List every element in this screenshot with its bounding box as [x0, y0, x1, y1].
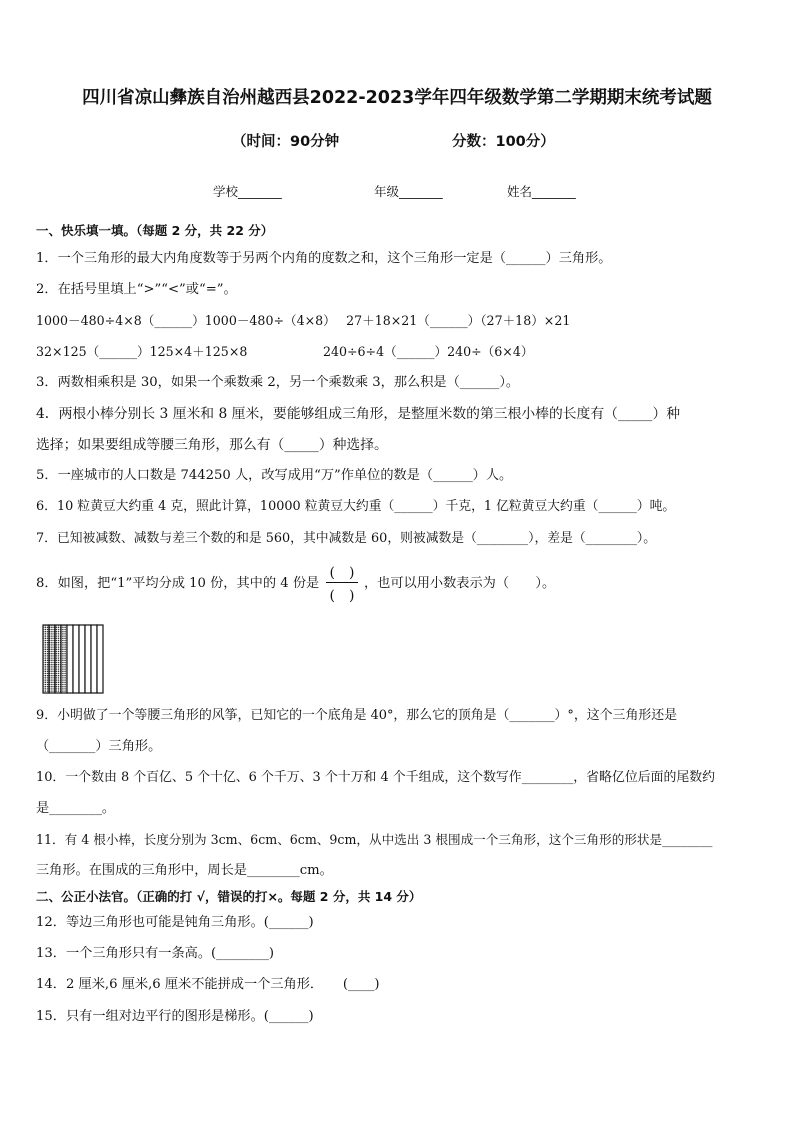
question-3: 3．两数相乘积是 30，如果一个乘数乘 2，另一个乘数乘 3，那么积是（______）。	[36, 375, 520, 390]
exam-time: （时间：90分钟	[232, 134, 340, 150]
grade-field: 年级_______	[374, 184, 443, 199]
question-4-cont: 选择；如果要组成等腰三角形，那么有（_____）种选择。	[36, 437, 388, 453]
exam-meta	[0, 130, 794, 154]
ten-sticks-figure	[42, 624, 112, 694]
fraction-blank	[324, 560, 360, 606]
question-2-row-1: 1000－480÷4×8（______）1000－480÷（4×8） 27＋18×21（______）（27＋18）×21	[36, 313, 571, 328]
question-8: 8．如图，把“1”平均分成 10 份，其中的 4 份是	[36, 576, 320, 591]
question-6: 6．10 粒黄豆大约重 4 克，照此计算，10000 粒黄豆大约重（______）千克，1 亿粒黄豆大约重（______）吨。	[36, 499, 676, 514]
question-15: 15．只有一组对边平行的图形是梯形。(______)	[36, 1009, 314, 1024]
question-9: 9．小明做了一个等腰三角形的风筝，已知它的一个底角是 40°，那么它的顶角是（_______）°，这个三角形还是	[36, 708, 678, 723]
question-8-cont: ，也可以用小数表示为（ ）。	[364, 576, 556, 591]
question-11-cont: 三角形。在围成的三角形中，周长是________cm。	[36, 863, 333, 878]
question-12: 12．等边三角形也可能是钝角三角形。(______)	[36, 915, 314, 930]
question-7: 7．已知被减数、减数与差三个数的和是 560，其中减数是 60，则被减数是（________），差是（________）。	[36, 531, 657, 546]
fraction-denominator: ( )	[329, 588, 355, 604]
question-11: 11．有 4 根小棒，长度分别为 3cm、6cm、6cm、9cm，从中选出 3 根围成一个三角形，这个三角形的形状是________	[36, 832, 713, 847]
question-9-cont: （_______）三角形。	[36, 739, 162, 754]
question-1: 1．一个三角形的最大内角度数等于另两个内角的度数之和，这个三角形一定是（______）三角形。	[36, 251, 612, 266]
question-14: 14．2 厘米,6 厘米,6 厘米不能拼成一个三角形． (____)	[36, 977, 380, 992]
question-13: 13．一个三角形只有一条高。(________)	[36, 946, 275, 961]
student-info	[0, 182, 794, 204]
school-field: 学校_______	[213, 184, 282, 199]
question-2: 2．在括号里填上“>”“<”或“=”。	[36, 282, 237, 297]
section1-heading: 一、快乐填一填。（每题 2 分，共 22 分）	[36, 223, 274, 238]
fraction-numerator: ( )	[329, 565, 355, 581]
question-2-row-2: 32×125（______）125×4＋125×8 240÷6÷4（______）240÷（6×4）	[36, 344, 534, 359]
question-10-cont: 是________。	[36, 801, 116, 816]
page-title: 四川省凉山彝族自治州越西县2022-2023学年四年级数学第二学期期末统考试题	[82, 88, 712, 108]
question-10: 10．一个数由 8 个百亿、5 个十亿、6 个千万、3 个十万和 4 个千组成，这个数写作________，省略亿位后面的尾数约	[36, 770, 716, 785]
name-field: 姓名_______	[507, 184, 576, 199]
exam-score: 分数：100分）	[452, 134, 555, 150]
section2-heading: 二、公正小法官。（正确的打 √，错误的打×。每题 2 分，共 14 分）	[36, 889, 422, 904]
question-5: 5．一座城市的人口数是 744250 人，改写成用“万”作单位的数是（______）人。	[36, 468, 513, 483]
fraction-bar	[326, 582, 358, 583]
question-4: 4．两根小棒分别长 3 厘米和 8 厘米，要能够组成三角形，是整厘米数的第三根小棒的长度有（_____）种	[36, 406, 681, 422]
